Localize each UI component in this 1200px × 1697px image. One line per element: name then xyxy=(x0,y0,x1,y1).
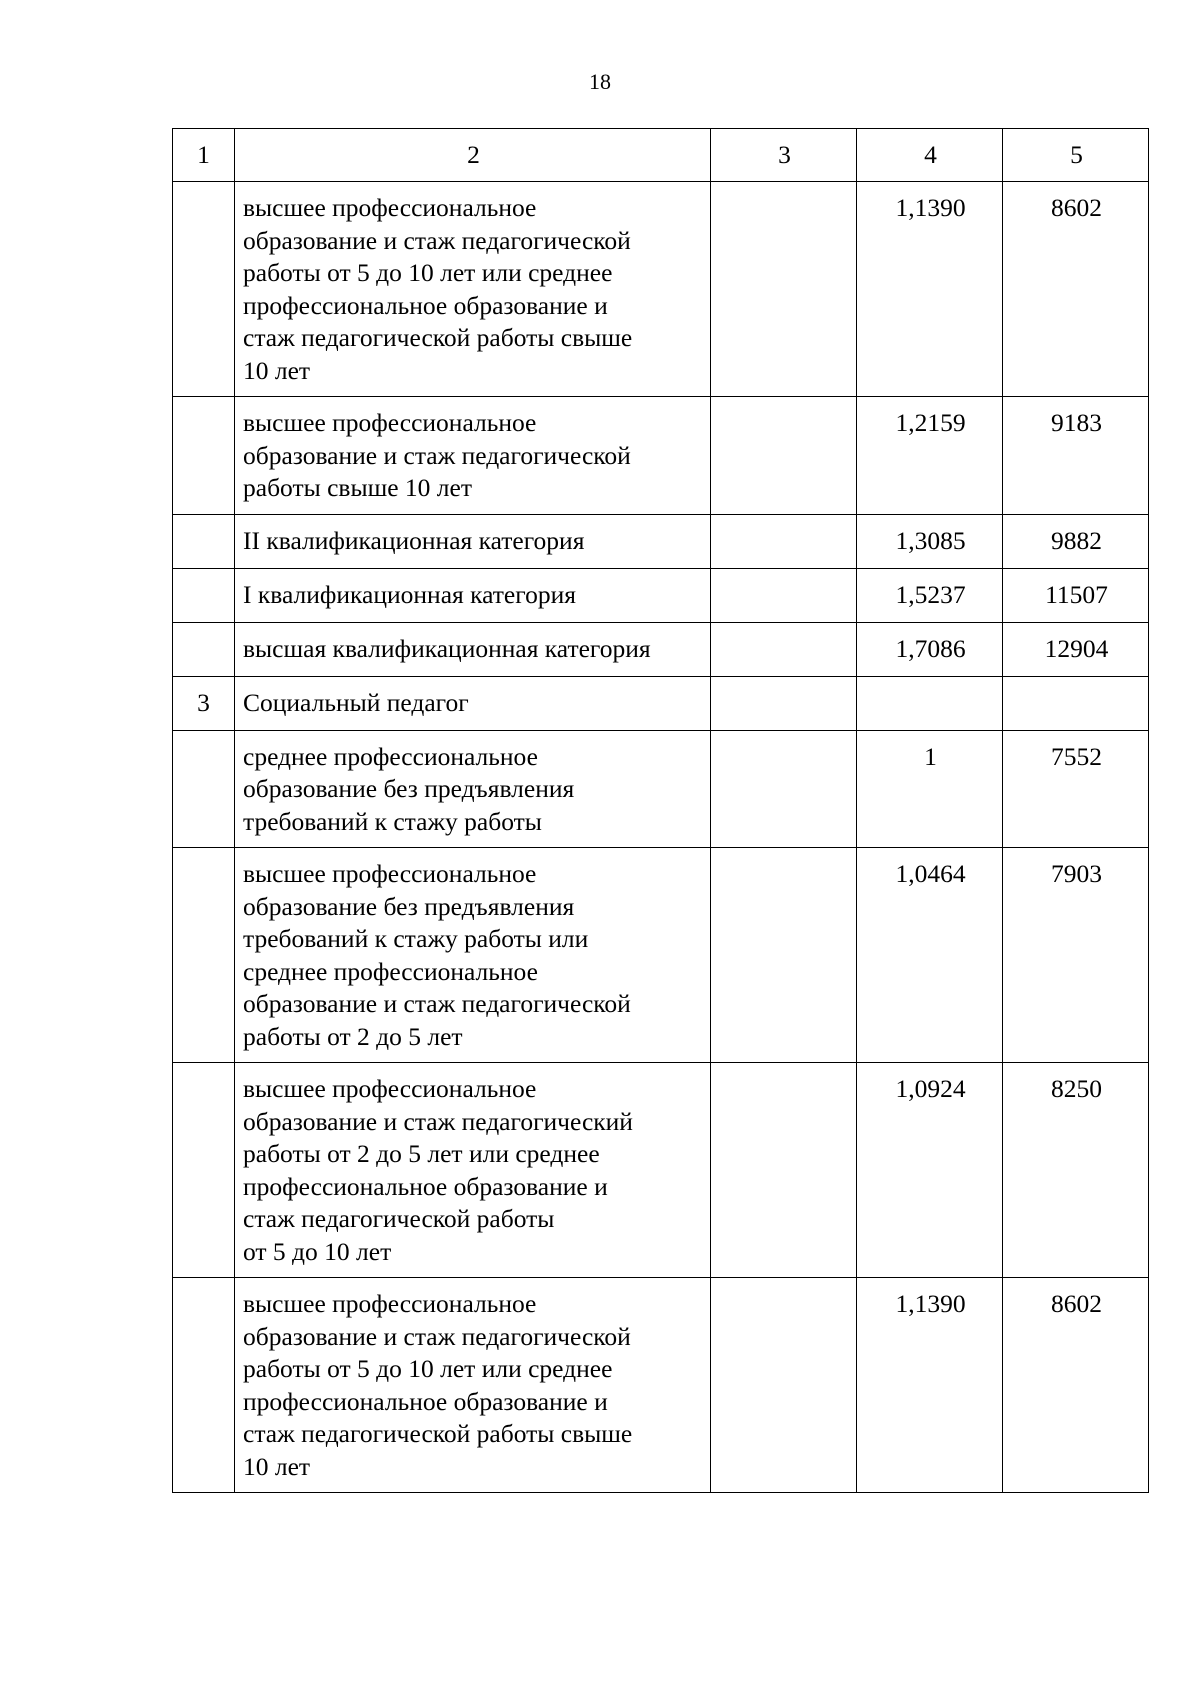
column-3-cell xyxy=(711,568,857,622)
header-cell-3: 3 xyxy=(711,129,857,182)
table-row xyxy=(173,397,1149,515)
salary-cell: 8250 xyxy=(1003,1063,1149,1278)
salary-cell: 9882 xyxy=(1003,514,1149,568)
row-number-cell xyxy=(173,397,235,515)
qualification-text-cell: высшее профессиональное образование и стаж педагогический работы от 2 до 5 лет или среднее профессиональное образование и стаж педагогической работы от 5 до 10 лет xyxy=(235,1063,711,1278)
qualification-text-cell: высшая квалификационная категория xyxy=(235,622,711,676)
position-title-cell: Социальный педагог xyxy=(235,676,711,730)
coefficient-cell: 1,7086 xyxy=(857,622,1003,676)
column-3-cell xyxy=(711,397,857,515)
header-cell-4: 4 xyxy=(857,129,1003,182)
coefficient-cell xyxy=(857,676,1003,730)
salary-cell: 8602 xyxy=(1003,182,1149,397)
row-number-cell xyxy=(173,568,235,622)
qualification-text-cell: среднее профессиональное образование без предъявления требований к стажу работы xyxy=(235,730,711,848)
qualification-text-cell: I квалификационная категория xyxy=(235,568,711,622)
coefficient-cell: 1,1390 xyxy=(857,182,1003,397)
coefficient-cell: 1 xyxy=(857,730,1003,848)
table-row xyxy=(173,568,1149,622)
coefficient-cell: 1,3085 xyxy=(857,514,1003,568)
table-row xyxy=(173,1063,1149,1278)
salary-cell: 7552 xyxy=(1003,730,1149,848)
coefficient-cell: 1,1390 xyxy=(857,1278,1003,1493)
row-number-cell xyxy=(173,182,235,397)
column-3-cell xyxy=(711,514,857,568)
row-number-cell xyxy=(173,514,235,568)
row-number-cell xyxy=(173,622,235,676)
qualification-text-cell: высшее профессиональное образование и стаж педагогической работы от 5 до 10 лет или среднее профессиональное образование и стаж педагогической работы свыше 10 лет xyxy=(235,182,711,397)
column-3-cell xyxy=(711,676,857,730)
table-row xyxy=(173,1278,1149,1493)
table-row xyxy=(173,622,1149,676)
column-3-cell xyxy=(711,848,857,1063)
salary-table xyxy=(172,128,1149,1493)
page-number: 18 xyxy=(589,69,611,94)
salary-cell: 7903 xyxy=(1003,848,1149,1063)
header-cell-5: 5 xyxy=(1003,129,1149,182)
salary-cell: 9183 xyxy=(1003,397,1149,515)
header-cell-2: 2 xyxy=(235,129,711,182)
coefficient-cell: 1,5237 xyxy=(857,568,1003,622)
table-row xyxy=(173,514,1149,568)
table-row xyxy=(173,730,1149,848)
column-3-cell xyxy=(711,1063,857,1278)
column-3-cell xyxy=(711,182,857,397)
column-3-cell xyxy=(711,730,857,848)
qualification-text-cell: высшее профессиональное образование и стаж педагогической работы свыше 10 лет xyxy=(235,397,711,515)
table-header-row xyxy=(173,129,1149,182)
table-row xyxy=(173,676,1149,730)
coefficient-cell: 1,0924 xyxy=(857,1063,1003,1278)
column-3-cell xyxy=(711,622,857,676)
table-row xyxy=(173,848,1149,1063)
coefficient-cell: 1,0464 xyxy=(857,848,1003,1063)
row-number-cell xyxy=(173,1278,235,1493)
coefficient-cell: 1,2159 xyxy=(857,397,1003,515)
qualification-text-cell: II квалификационная категория xyxy=(235,514,711,568)
qualification-text-cell: высшее профессиональное образование и стаж педагогической работы от 5 до 10 лет или среднее профессиональное образование и стаж педагогической работы свыше 10 лет xyxy=(235,1278,711,1493)
column-3-cell xyxy=(711,1278,857,1493)
row-number-cell xyxy=(173,730,235,848)
row-number-cell xyxy=(173,1063,235,1278)
table-row xyxy=(173,182,1149,397)
salary-cell: 8602 xyxy=(1003,1278,1149,1493)
row-number-cell xyxy=(173,848,235,1063)
header-cell-1: 1 xyxy=(173,129,235,182)
salary-cell: 12904 xyxy=(1003,622,1149,676)
qualification-text-cell: высшее профессиональное образование без предъявления требований к стажу работы или среднее профессиональное образование и стаж педагогической работы от 2 до 5 лет xyxy=(235,848,711,1063)
row-number-cell: 3 xyxy=(173,676,235,730)
salary-cell xyxy=(1003,676,1149,730)
salary-cell: 11507 xyxy=(1003,568,1149,622)
